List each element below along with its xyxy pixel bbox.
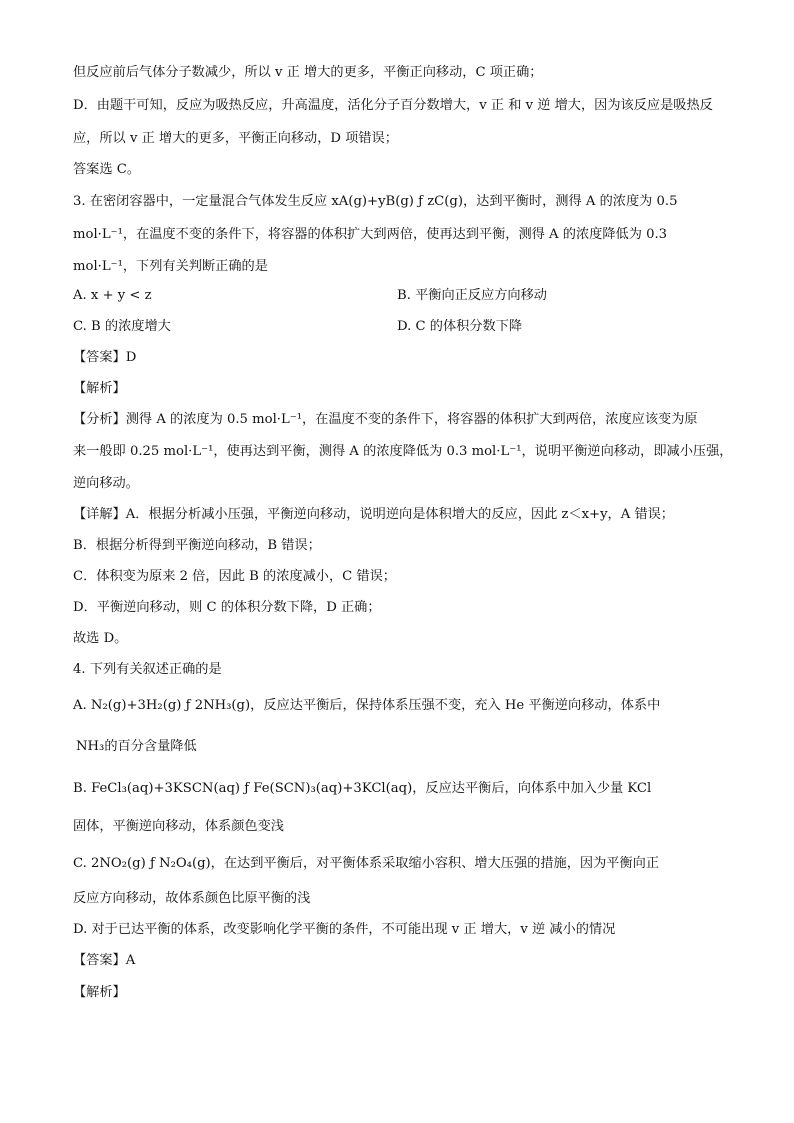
text-line: 但反应前后气体分子数减少，所以 v 正 增大的更多，平衡正向移动，C 项正确； bbox=[73, 65, 543, 80]
text-line: 答案选 C。 bbox=[73, 162, 141, 177]
question-3-stem: mol·L⁻¹，下列有关判断正确的是 bbox=[73, 259, 268, 274]
option-b-cont: 固体，平衡逆向移动，体系颜色变浅 bbox=[73, 819, 284, 834]
analysis-text: 【分析】测得 A 的浓度为 0.5 mol·L⁻¹，在温度不变的条件下，将容器的体积扩大到两倍，浓度应该变为原 bbox=[73, 412, 698, 427]
option-a: A. x + y < z bbox=[73, 288, 152, 303]
analysis-text: 来一般即 0.25 mol·L⁻¹，使再达到平衡，测得 A 的浓度降低为 0.3 mol·L⁻¹，说明平衡逆向移动，即减小压强， bbox=[73, 444, 733, 459]
question-4-stem: 4. 下列有关叙述正确的是 bbox=[73, 662, 222, 677]
answer-label: 【答案】D bbox=[73, 350, 137, 365]
option-a-cont: NH₃的百分含量降低 bbox=[76, 739, 197, 754]
analysis-text: 逆向移动。 bbox=[73, 476, 139, 491]
option-c-cont: 反应方向移动，故体系颜色比原平衡的浅 bbox=[73, 891, 311, 906]
detail-text: B．根据分析得到平衡逆向移动，B 错误； bbox=[73, 538, 321, 553]
analysis-label: 【解析】 bbox=[73, 985, 126, 1000]
question-3-stem: 3. 在密闭容器中，一定量混合气体发生反应 xA(g)+yB(g) ƒ zC(g)，达到平衡时，测得 A 的浓度为 0.5 bbox=[73, 194, 678, 209]
answer-label: 【答案】A bbox=[73, 953, 136, 968]
option-b: B. FeCl₃(aq)+3KSCN(aq) ƒ Fe(SCN)₃(aq)+3KCl(aq)，反应达平衡后，向体系中加入少量 KCl bbox=[73, 781, 652, 796]
detail-text: 故选 D。 bbox=[73, 631, 128, 646]
option-b: B. 平衡向正反应方向移动 bbox=[397, 288, 547, 303]
question-3-stem: mol·L⁻¹，在温度不变的条件下，将容器的体积扩大到两倍，使再达到平衡，测得 A 的浓度降低为 0.3 bbox=[73, 227, 668, 242]
option-a: A. N₂(g)+3H₂(g) ƒ 2NH₃(g)，反应达平衡后，保持体系压强不变，充入 He 平衡逆向移动，体系中 bbox=[73, 698, 661, 713]
text-line: 应，所以 v 正 增大的更多，平衡正向移动，D 项错误； bbox=[73, 131, 398, 146]
option-d: D. C 的体积分数下降 bbox=[397, 319, 523, 334]
detail-text: D．平衡逆向移动，则 C 的体积分数下降，D 正确； bbox=[73, 600, 381, 615]
analysis-label: 【解析】 bbox=[73, 381, 126, 396]
option-c: C. 2NO₂(g) ƒ N₂O₄(g)，在达到平衡后，对平衡体系采取缩小容积、增大压强的措施，因为平衡向正 bbox=[73, 856, 660, 871]
detail-text: 【详解】A．根据分析减小压强，平衡逆向移动，说明逆向是体积增大的反应，因此 z＜x+y，A 错误； bbox=[73, 507, 674, 522]
option-d: D. 对于已达平衡的体系，改变影响化学平衡的条件，不可能出现 v 正 增大，v 逆 减小的情况 bbox=[73, 922, 616, 937]
option-c: C. B 的浓度增大 bbox=[73, 319, 171, 334]
text-line: D．由题干可知，反应为吸热反应，升高温度，活化分子百分数增大，v 正 和 v 逆 增大，因为该反应是吸热反 bbox=[73, 98, 713, 113]
detail-text: C．体积变为原来 2 倍，因此 B 的浓度减小，C 错误； bbox=[73, 569, 396, 584]
